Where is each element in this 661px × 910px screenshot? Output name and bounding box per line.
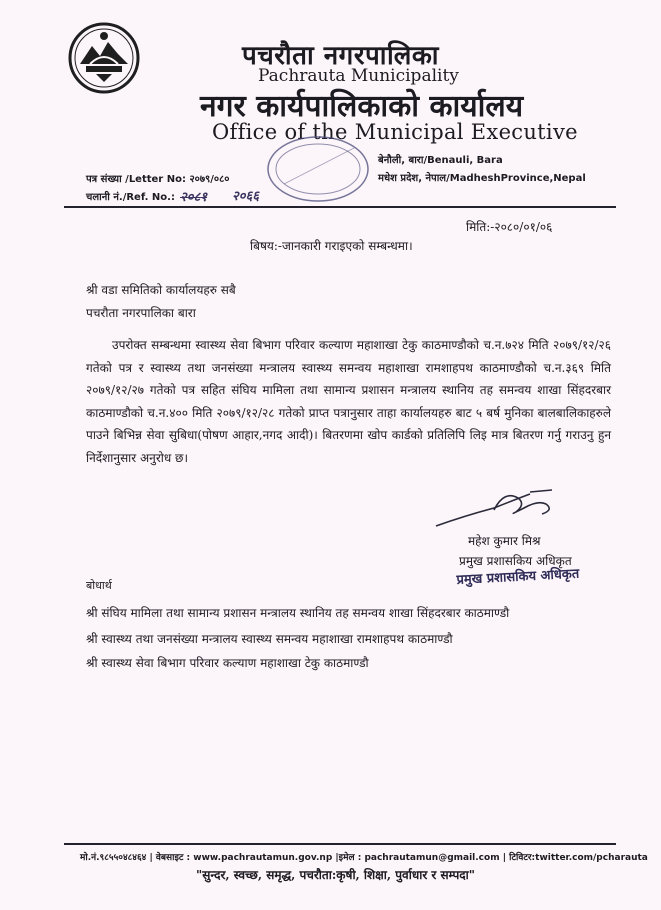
office-title-en: Office of the Municipal Executive — [212, 120, 578, 144]
cc-item: श्री स्वास्थ्य सेवा बिभाग परिवार कल्याण महाशाखा टेकु काठमाण्डौ — [86, 656, 369, 670]
municipality-name-np: पचरौता नगरपालिका — [242, 41, 440, 71]
office-round-stamp-icon — [262, 132, 374, 206]
cc-heading: बोधार्थ — [86, 579, 112, 592]
recipient-line-2: पचरौता नगरपालिका बारा — [86, 306, 196, 320]
reference-number-struck: २०८१ — [180, 190, 208, 205]
signatory-title: प्रमुख प्रशासकिय अधिकृत — [459, 554, 572, 568]
handwritten-signature-icon — [434, 486, 574, 532]
municipality-name-en: Pachrauta Municipality — [258, 66, 459, 86]
reference-number-value: २०६६ — [232, 189, 260, 204]
nepal-emblem-icon — [66, 20, 142, 96]
footer-divider — [64, 843, 616, 845]
letter-body: उपरोक्त सम्बन्धमा स्वास्थ्य सेवा बिभाग परिवार कल्याण महाशाखा टेकु काठमाण्डौको च.न.७२४ मिति २०७९/१२/२६ गतेको पत्र र स्वास्थ्य तथा जनसंख्या मन्त्रालय स्वास्थ्य समन्वय महाशाखा रामशाहपथ काठमाण्डौको च.न.३६९ मिति २०७९/१२/२७ गतेको पत्र सहित संघिय मामिला तथा सामान्य प्रशासन मन्त्रालय स्थानिय तह समन्वय शाखा सिंहदरबार काठमाण्डौको च.न.४०० मिति २०७९/१२/२८ गतेको प्राप्त पत्रानुसार ताहा कार्यालयहरु बाट ५ बर्ष मुनिका बालबालिकाहरुले पाउने बिभिन्न सेवा सुबिधा(पोषण आहार,नगद आदी)। बितरणमा खोप कार्डको प्रतिलिपि लिइ मात्र बितरण गर्नु गराउनु हुन निर्देशानुसार अनुरोध छ। — [86, 338, 611, 465]
cc-item: श्री संघिय मामिला तथा सामान्य प्रशासन मन्त्रालय स्थानिय तह समन्वय शाखा सिंहदरबार काठमाण्डौ — [86, 606, 510, 620]
footer-contacts: मो.नं.९८५५०४८४६४ | वेबसाइट : www.pachrautamun.gov.np |इमेल : pachrautamun@gmail.com | टिविटर:twitter.com/pcharauta — [80, 853, 648, 863]
office-title-np: नगर कार्यपालिकाको कार्यालय — [200, 89, 524, 124]
footer-slogan: "सुन्दर, स्वच्छ, समृद्ध, पचरौता:कृषी, शिक्षा, पुर्वाधार र सम्पदा" — [196, 868, 475, 882]
recipient-line-1: श्री वडा समितिको कार्यालयहरु सबै — [86, 283, 236, 297]
signatory-name: महेश कुमार मिश्र — [468, 534, 541, 548]
letter-subject: बिषय:-जानकारी गराइएको सम्बन्धमा। — [250, 239, 413, 253]
address-line-1: बेनौली, बारा/Benauli, Bara — [378, 155, 503, 166]
reference-number-label: चलानी नं./Ref. No.: — [86, 192, 175, 203]
address-line-2: मधेश प्रदेश, नेपाल/MadheshProvince,Nepal — [378, 173, 586, 184]
letter-date: मिति:-२०८०/०१/०६ — [466, 220, 553, 234]
signatory-stamp: प्रमुख प्रशासकिय अधिकृत — [456, 566, 580, 588]
letter-number: पत्र संख्या /Letter No: २०७९/०८० — [86, 174, 230, 185]
header-divider — [64, 206, 616, 208]
cc-item: श्री स्वास्थ्य तथा जनसंख्या मन्त्रालय स्वास्थ्य समन्वय महाशाखा रामशाहपथ काठमाण्डौ — [86, 632, 453, 646]
